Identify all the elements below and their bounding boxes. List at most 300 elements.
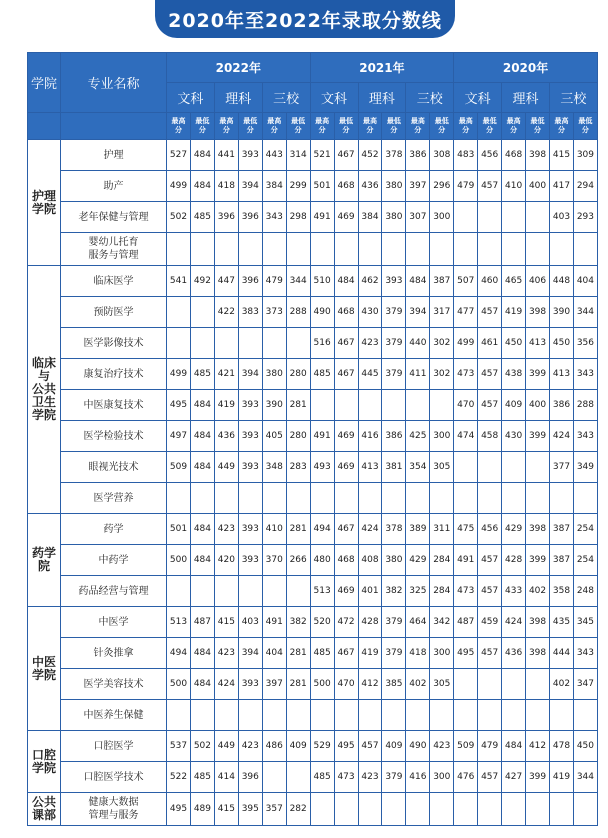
score-cell: 460	[478, 266, 502, 297]
score-cell	[454, 700, 478, 731]
score-cell: 294	[573, 171, 597, 202]
score-cell: 457	[478, 638, 502, 669]
score-cell: 499	[167, 171, 191, 202]
year-header: 2022年	[167, 53, 311, 83]
score-cell: 516	[310, 328, 334, 359]
score-cell	[550, 793, 574, 826]
score-cell: 394	[238, 359, 262, 390]
score-cell: 344	[573, 297, 597, 328]
track-header: 文科	[310, 83, 358, 113]
score-cell: 423	[238, 731, 262, 762]
table-row	[28, 731, 598, 762]
score-cell: 394	[238, 171, 262, 202]
score-cell: 386	[550, 390, 574, 421]
score-cell: 311	[430, 514, 454, 545]
table-row	[28, 171, 598, 202]
score-cell: 444	[550, 638, 574, 669]
score-cell	[190, 576, 214, 607]
score-cell: 428	[502, 545, 526, 576]
score-cell: 387	[550, 545, 574, 576]
score-cell: 447	[214, 266, 238, 297]
score-cell	[262, 576, 286, 607]
score-cell	[334, 233, 358, 266]
score-cell: 418	[406, 638, 430, 669]
score-cell	[286, 483, 310, 514]
score-cell: 490	[310, 297, 334, 328]
score-cell	[310, 793, 334, 826]
track-header: 文科	[454, 83, 502, 113]
score-cell: 445	[358, 359, 382, 390]
score-cell	[502, 452, 526, 483]
score-cell: 357	[262, 793, 286, 826]
score-cell	[214, 576, 238, 607]
score-cell: 412	[358, 669, 382, 700]
score-cell: 501	[310, 171, 334, 202]
score-cell: 379	[382, 297, 406, 328]
score-cell: 393	[238, 669, 262, 700]
score-cell: 541	[167, 266, 191, 297]
score-cell: 354	[406, 452, 430, 483]
score-cell	[406, 483, 430, 514]
score-cell: 494	[167, 638, 191, 669]
score-cell	[478, 669, 502, 700]
score-cell	[502, 793, 526, 826]
score-cell: 450	[550, 328, 574, 359]
score-cell: 394	[406, 297, 430, 328]
score-cell: 501	[167, 514, 191, 545]
score-cell: 441	[214, 140, 238, 171]
score-cell: 457	[478, 390, 502, 421]
score-cell: 384	[358, 202, 382, 233]
score-cell: 296	[430, 171, 454, 202]
score-cell: 417	[550, 171, 574, 202]
score-cell	[167, 576, 191, 607]
score-cell: 382	[382, 576, 406, 607]
major-name-cell: 康复治疗技术	[61, 359, 167, 390]
score-cell: 421	[214, 359, 238, 390]
score-cell	[214, 483, 238, 514]
score-cell: 399	[526, 762, 550, 793]
college-cell: 公共 课部	[28, 793, 61, 826]
score-cell	[358, 483, 382, 514]
score-cell	[526, 793, 550, 826]
score-cell	[310, 700, 334, 731]
score-cell	[550, 483, 574, 514]
score-cell: 348	[262, 452, 286, 483]
score-cell: 424	[502, 607, 526, 638]
score-cell: 485	[310, 762, 334, 793]
score-cell: 411	[406, 359, 430, 390]
score-cell	[167, 328, 191, 359]
college-column-header: 学院	[28, 53, 61, 113]
track-header: 三校	[262, 83, 310, 113]
score-cell	[526, 483, 550, 514]
table-row	[28, 700, 598, 731]
score-cell: 393	[238, 514, 262, 545]
score-cell: 344	[286, 266, 310, 297]
score-cell: 385	[382, 669, 406, 700]
table-row	[28, 483, 598, 514]
score-cell: 299	[286, 171, 310, 202]
score-cell	[478, 452, 502, 483]
score-cell	[190, 328, 214, 359]
score-cell	[310, 233, 334, 266]
score-cell	[167, 483, 191, 514]
score-cell: 472	[334, 607, 358, 638]
score-cell: 464	[406, 607, 430, 638]
score-cell: 467	[334, 638, 358, 669]
score-cell: 435	[550, 607, 574, 638]
score-cell: 403	[238, 607, 262, 638]
score-cell: 485	[310, 359, 334, 390]
score-cell: 412	[526, 731, 550, 762]
highest-score-header: 最高 分	[262, 113, 286, 140]
score-cell: 373	[262, 297, 286, 328]
score-cell: 457	[478, 545, 502, 576]
score-cell: 491	[262, 607, 286, 638]
table-row	[28, 762, 598, 793]
score-cell: 468	[334, 545, 358, 576]
score-cell: 500	[167, 669, 191, 700]
score-cell	[382, 483, 406, 514]
score-cell	[526, 202, 550, 233]
score-cell: 379	[382, 328, 406, 359]
score-cell: 479	[262, 266, 286, 297]
major-name-cell: 中医学	[61, 607, 167, 638]
score-cell: 484	[190, 421, 214, 452]
major-name-cell: 医学美容技术	[61, 669, 167, 700]
score-cell: 419	[550, 762, 574, 793]
empty-header-cell	[28, 113, 61, 140]
score-cell	[573, 700, 597, 731]
score-cell: 282	[286, 793, 310, 826]
score-cell: 456	[478, 514, 502, 545]
score-cell: 429	[502, 514, 526, 545]
score-cell: 380	[382, 202, 406, 233]
score-cell: 487	[454, 607, 478, 638]
score-cell: 396	[214, 202, 238, 233]
score-cell: 521	[310, 140, 334, 171]
score-cell: 424	[358, 514, 382, 545]
score-cell: 513	[167, 607, 191, 638]
score-cell: 293	[573, 202, 597, 233]
score-cell: 491	[454, 545, 478, 576]
score-cell: 419	[502, 297, 526, 328]
score-cell: 284	[430, 576, 454, 607]
score-cell: 314	[286, 140, 310, 171]
score-cell: 479	[478, 731, 502, 762]
score-cell: 479	[454, 171, 478, 202]
score-cell	[262, 328, 286, 359]
score-cell: 490	[406, 731, 430, 762]
score-cell: 507	[454, 266, 478, 297]
major-name-cell: 医学影像技术	[61, 328, 167, 359]
lowest-score-header: 最低 分	[430, 113, 454, 140]
score-cell: 415	[214, 607, 238, 638]
table-row	[28, 328, 598, 359]
score-cell: 349	[573, 452, 597, 483]
score-cell	[430, 483, 454, 514]
score-cell: 408	[358, 545, 382, 576]
score-cell: 502	[190, 731, 214, 762]
score-cell	[454, 793, 478, 826]
empty-header-cell	[61, 113, 167, 140]
table-row	[28, 390, 598, 421]
lowest-score-header: 最低 分	[478, 113, 502, 140]
score-cell: 456	[478, 140, 502, 171]
track-header: 理科	[214, 83, 262, 113]
score-cell: 458	[478, 421, 502, 452]
score-cell: 347	[573, 669, 597, 700]
score-cell: 457	[478, 359, 502, 390]
year-header: 2021年	[310, 53, 454, 83]
score-cell: 500	[310, 669, 334, 700]
score-cell	[526, 669, 550, 700]
score-cell: 281	[286, 638, 310, 669]
score-cell	[478, 233, 502, 266]
score-cell	[550, 700, 574, 731]
score-cell: 405	[262, 421, 286, 452]
major-name-cell: 中药学	[61, 545, 167, 576]
score-cell: 284	[430, 545, 454, 576]
score-cell: 422	[214, 297, 238, 328]
lowest-score-header: 最低 分	[286, 113, 310, 140]
score-cell: 386	[382, 421, 406, 452]
score-cell: 468	[502, 140, 526, 171]
table-row	[28, 233, 598, 266]
score-cell: 427	[502, 762, 526, 793]
score-cell: 404	[262, 638, 286, 669]
score-cell: 474	[454, 421, 478, 452]
score-cell: 480	[310, 545, 334, 576]
score-cell: 393	[238, 545, 262, 576]
score-cell: 309	[573, 140, 597, 171]
score-cell	[550, 233, 574, 266]
score-cell: 300	[430, 421, 454, 452]
score-cell: 484	[190, 514, 214, 545]
score-cell: 398	[526, 140, 550, 171]
score-cell: 399	[526, 545, 550, 576]
score-cell	[358, 390, 382, 421]
lowest-score-header: 最低 分	[190, 113, 214, 140]
score-cell	[573, 233, 597, 266]
score-cell: 393	[382, 266, 406, 297]
score-cell: 307	[406, 202, 430, 233]
score-cell: 509	[167, 452, 191, 483]
major-name-cell: 预防医学	[61, 297, 167, 328]
major-name-cell: 口腔医学技术	[61, 762, 167, 793]
major-name-cell: 药学	[61, 514, 167, 545]
score-cell: 413	[550, 359, 574, 390]
score-cell: 281	[286, 514, 310, 545]
score-cell: 402	[406, 669, 430, 700]
score-cell: 484	[190, 390, 214, 421]
highest-score-header: 最高 分	[550, 113, 574, 140]
score-cell: 406	[526, 266, 550, 297]
score-cell: 520	[310, 607, 334, 638]
score-cell: 470	[454, 390, 478, 421]
score-cell: 298	[286, 202, 310, 233]
highest-score-header: 最高 分	[310, 113, 334, 140]
highest-score-header: 最高 分	[454, 113, 478, 140]
score-cell	[238, 700, 262, 731]
score-cell: 423	[214, 514, 238, 545]
score-cell	[406, 793, 430, 826]
college-cell: 临床 与 公共 卫生 学院	[28, 266, 61, 514]
score-cell	[214, 700, 238, 731]
score-cell: 423	[358, 328, 382, 359]
score-cell: 305	[430, 669, 454, 700]
score-cell: 418	[214, 171, 238, 202]
score-cell: 370	[262, 545, 286, 576]
score-cell: 410	[502, 171, 526, 202]
score-cell: 467	[334, 359, 358, 390]
table-row	[28, 607, 598, 638]
highest-score-header: 最高 分	[167, 113, 191, 140]
score-cell: 401	[358, 576, 382, 607]
score-cell: 266	[286, 545, 310, 576]
score-cell	[502, 202, 526, 233]
score-cell	[286, 762, 310, 793]
score-cell: 409	[502, 390, 526, 421]
score-cell	[190, 297, 214, 328]
score-cell: 485	[190, 359, 214, 390]
score-cell	[238, 483, 262, 514]
score-cell: 433	[502, 576, 526, 607]
score-cell: 248	[573, 576, 597, 607]
major-name-cell: 中医康复技术	[61, 390, 167, 421]
score-cell	[334, 483, 358, 514]
score-cell	[238, 576, 262, 607]
score-cell	[478, 793, 502, 826]
score-cell	[454, 669, 478, 700]
score-cell: 436	[502, 638, 526, 669]
score-cell	[430, 700, 454, 731]
score-cell	[167, 233, 191, 266]
table-row	[28, 793, 598, 826]
score-cell: 380	[382, 545, 406, 576]
college-cell: 口腔 学院	[28, 731, 61, 793]
score-cell: 409	[286, 731, 310, 762]
score-cell: 317	[430, 297, 454, 328]
lowest-score-header: 最低 分	[238, 113, 262, 140]
score-cell: 382	[286, 607, 310, 638]
score-cell	[334, 700, 358, 731]
score-cell: 423	[430, 731, 454, 762]
score-cell: 325	[406, 576, 430, 607]
track-header: 理科	[502, 83, 550, 113]
score-cell: 457	[478, 762, 502, 793]
score-cell: 457	[358, 731, 382, 762]
score-cell: 487	[190, 607, 214, 638]
score-cell: 484	[190, 140, 214, 171]
score-cell	[214, 328, 238, 359]
score-cell	[190, 700, 214, 731]
score-cell: 300	[430, 762, 454, 793]
table-row	[28, 545, 598, 576]
major-name-cell: 针灸推拿	[61, 638, 167, 669]
score-cell: 305	[430, 452, 454, 483]
score-cell	[454, 202, 478, 233]
score-cell: 345	[573, 607, 597, 638]
major-name-cell: 老年保健与管理	[61, 202, 167, 233]
score-cell	[310, 483, 334, 514]
score-cell: 484	[190, 638, 214, 669]
score-cell: 485	[310, 638, 334, 669]
table-row	[28, 452, 598, 483]
score-cell	[286, 328, 310, 359]
score-cell: 450	[573, 731, 597, 762]
score-cell	[478, 483, 502, 514]
score-cell: 475	[454, 514, 478, 545]
score-cell: 469	[334, 202, 358, 233]
score-cell	[358, 233, 382, 266]
score-cell: 477	[454, 297, 478, 328]
score-cell: 419	[214, 390, 238, 421]
track-header: 三校	[550, 83, 598, 113]
score-cell	[502, 233, 526, 266]
score-cell	[382, 233, 406, 266]
score-cell: 397	[262, 669, 286, 700]
major-name-cell: 助产	[61, 171, 167, 202]
score-cell	[430, 793, 454, 826]
score-cell: 461	[478, 328, 502, 359]
score-cell: 513	[310, 576, 334, 607]
score-cell: 484	[190, 171, 214, 202]
score-cell: 457	[478, 171, 502, 202]
score-cell: 468	[334, 171, 358, 202]
score-cell: 483	[454, 140, 478, 171]
score-cell: 473	[454, 359, 478, 390]
major-name-cell: 医学营养	[61, 483, 167, 514]
score-cell: 491	[310, 421, 334, 452]
score-cell: 378	[382, 140, 406, 171]
score-cell: 343	[573, 359, 597, 390]
score-cell	[262, 233, 286, 266]
score-cell: 509	[454, 731, 478, 762]
major-name-cell: 口腔医学	[61, 731, 167, 762]
score-cell: 404	[573, 266, 597, 297]
score-cell: 469	[334, 576, 358, 607]
score-cell: 393	[238, 452, 262, 483]
score-cell: 416	[406, 762, 430, 793]
score-cell: 502	[167, 202, 191, 233]
score-cell: 529	[310, 731, 334, 762]
score-cell: 457	[478, 297, 502, 328]
score-cell: 380	[262, 359, 286, 390]
score-cell: 491	[310, 202, 334, 233]
score-cell: 423	[358, 762, 382, 793]
score-cell: 402	[550, 669, 574, 700]
score-cell: 497	[167, 421, 191, 452]
major-name-cell: 药品经营与管理	[61, 576, 167, 607]
score-cell: 396	[238, 266, 262, 297]
score-cell	[502, 483, 526, 514]
score-cell: 281	[286, 669, 310, 700]
score-cell	[358, 793, 382, 826]
score-cell: 469	[334, 452, 358, 483]
score-cell	[454, 452, 478, 483]
score-cell: 450	[502, 328, 526, 359]
score-cell: 308	[430, 140, 454, 171]
score-cell: 389	[406, 514, 430, 545]
page-title: 2020年至2022年录取分数线	[155, 0, 455, 38]
score-cell: 394	[238, 638, 262, 669]
score-cell	[478, 700, 502, 731]
score-cell	[262, 700, 286, 731]
track-header: 文科	[167, 83, 215, 113]
header-row-high-low	[28, 113, 598, 140]
